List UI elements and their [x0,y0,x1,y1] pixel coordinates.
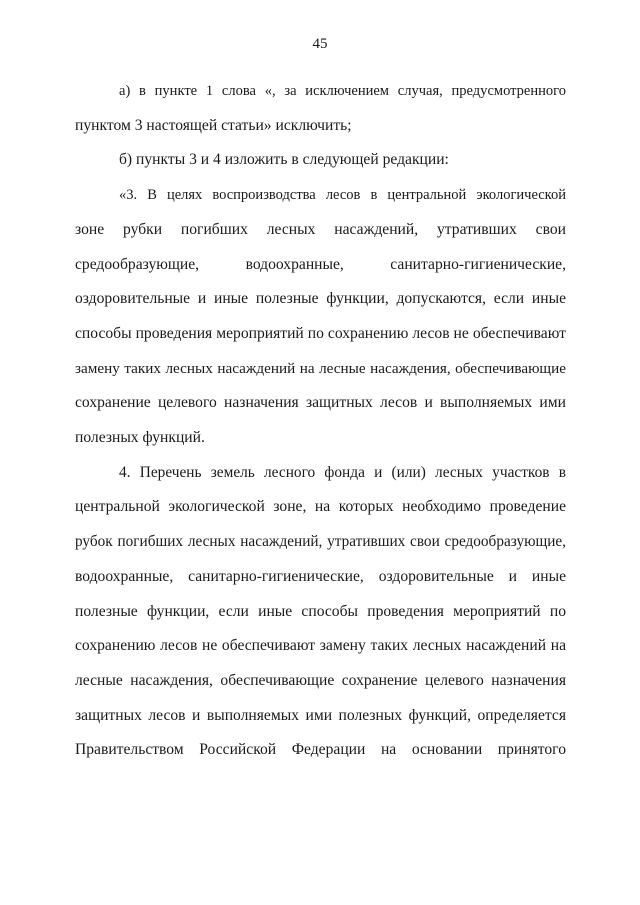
text-line: лесные насаждения, обеспечивающие сохранение целевого назначения [75,671,566,689]
text-line: оздоровительные и иные полезные функции, допускаются, если иные [75,290,566,308]
page-number: 45 [312,36,328,52]
text-line: способы проведения мероприятий по сохранению лесов не обеспечивают [75,324,566,342]
text-line: Правительством Российской Федерации на основании принятого [75,741,566,759]
text-line: рубок погибших лесных насаждений, утративших свои средообразующие, [75,533,566,551]
text-line: 4. Перечень земель лесного фонда и (или) лесных участков в [119,463,566,481]
text-line: б) пункты 3 и 4 изложить в следующей редакции: [119,151,449,169]
paragraph-amend-a [75,74,566,143]
text-line: защитных лесов и выполняемых ими полезных функций, определяется [75,706,566,724]
text-line: «3. В целях воспроизводства лесов в центральной экологической [119,187,566,204]
text-line: сохранению лесов не обеспечивают замену таких лесных насаждений на [75,637,566,655]
paragraph-clause-4 [75,456,566,768]
text-line: полезных функций. [75,429,205,447]
text-line: пунктом 3 настоящей статьи» исключить; [75,116,352,134]
text-line: водоохранные, санитарно-гигиенические, оздоровительные и иные [75,567,566,585]
text-line: замену таких лесных насаждений на лесные насаждения, обеспечивающие [75,359,566,377]
text-line: а) в пункте 1 слова «, за исключением случая, предусмотренного [119,83,566,99]
text-line: центральной экологической зоне, на которых необходимо проведение [75,498,566,516]
text-line: полезные функции, если иные способы проведения мероприятий по [75,602,566,620]
text-line: средообразующие, водоохранные, санитарно-гигиенические, [75,255,566,273]
document-body [75,74,566,768]
text-line: сохранение целевого назначения защитных лесов и выполняемых ими [75,394,566,412]
paragraph-amend-b [75,143,566,178]
text-line: зоне рубки погибших лесных насаждений, утративших свои [75,220,566,238]
paragraph-clause-3 [75,178,566,456]
